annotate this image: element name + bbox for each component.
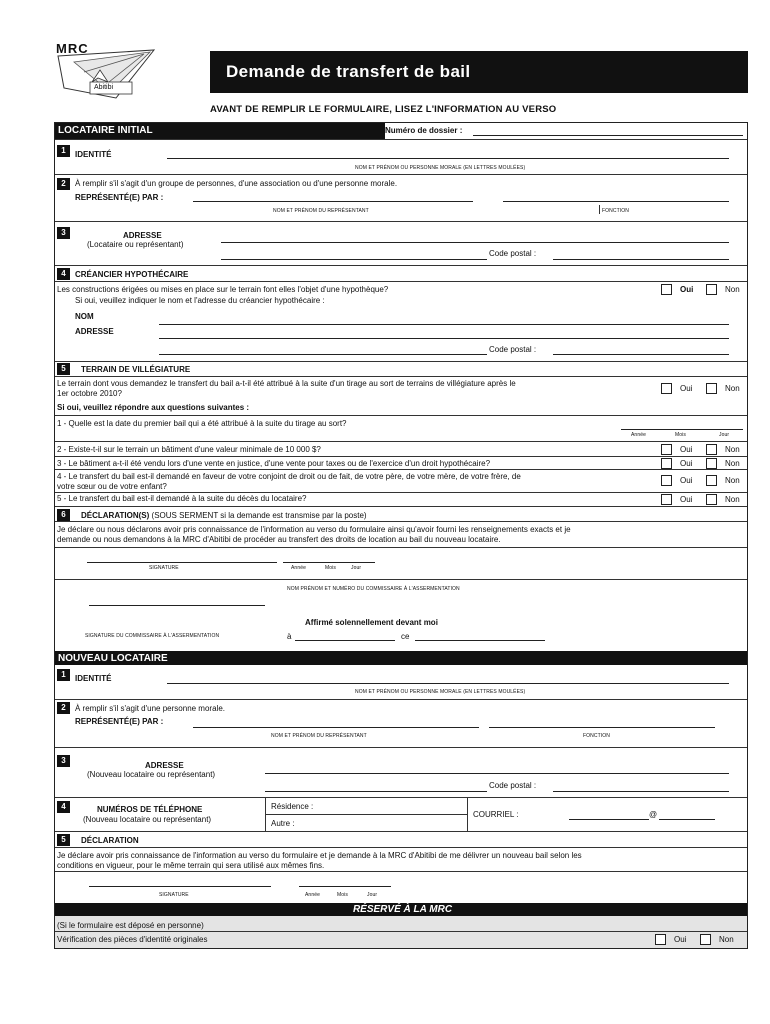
terrain-q3: 3 - Le bâtiment a-t-il été vendu lors d'une vente en justice, d'une vente pour taxes ou de l'exercice d'un droit hypothécaire?	[57, 459, 491, 468]
terrain-question-1b: 1er octobre 2010?	[57, 389, 122, 398]
nouveau-signature-caption: SIGNATURE	[159, 892, 189, 898]
signature-date-line[interactable]	[283, 562, 375, 563]
q5-oui-checkbox[interactable]	[661, 494, 672, 505]
commissaire-nom-input[interactable]	[89, 605, 265, 606]
nouveau-represente-label: REPRÉSENTÉ(E) PAR :	[75, 717, 164, 726]
nouveau-section-number-3: 3	[57, 755, 70, 767]
q2-oui-label: Oui	[680, 445, 693, 454]
nouveau-represente-note: À remplir s'il s'agit d'une personne morale.	[75, 704, 225, 713]
nouveau-signature-date-line[interactable]	[299, 886, 391, 887]
creancier-code-postal-input[interactable]	[553, 354, 729, 355]
adresse-input-2[interactable]	[221, 259, 487, 260]
courriel-at: @	[649, 810, 658, 819]
adresse-input-1[interactable]	[221, 242, 729, 243]
nouveau-fonction-caption: FONCTION	[583, 733, 610, 739]
terrain-question-1: Le terrain dont vous demandez le transfert du bail a-t-il été attribué à la suite d'un tirage au sort de terrains de villégiature après le	[57, 379, 516, 388]
terrain-q1: 1 - Quelle est la date du premier bail qui a été attribué à la suite du tirage au sort?	[57, 419, 347, 428]
terrain-q4b: votre sœur ou de votre enfant?	[57, 482, 167, 491]
lieu-input[interactable]	[295, 640, 395, 641]
verification-oui-label: Oui	[674, 935, 687, 944]
dossier-label: Numéro de dossier :	[385, 126, 463, 135]
nouveau-fonction-input[interactable]	[489, 727, 715, 728]
tirage-oui-label: Oui	[680, 384, 693, 393]
date-premier-bail-input[interactable]	[621, 429, 743, 430]
reserve-line-2: Vérification des pièces d'identité originales	[57, 935, 208, 944]
nouveau-declaration-text-1: Je déclare avoir pris connaissance de l'information au verso du formulaire et je demande à la MRC d'Abitibi de me délivrer un nouveau bail selon les	[57, 851, 582, 860]
nouveau-annee-caption: Année	[305, 892, 320, 898]
residence-label: Résidence :	[271, 802, 314, 811]
commissaire-nom-caption: NOM PRÉNOM ET NUMÉRO DU COMMISSAIRE À L'ASSERMENTATION	[287, 586, 460, 592]
declaration-title-note: (SOUS SERMENT si la demande est transmise par la poste)	[151, 511, 367, 520]
declaration-text-1: Je déclare ou nous déclarons avoir pris connaissance de l'information au verso du formulaire ainsi qu'avoir fourni les renseignements exacts et je	[57, 525, 571, 534]
logo-text: MRC	[56, 41, 89, 56]
ce-label: ce	[401, 632, 410, 641]
section-number-5: 5	[57, 363, 70, 375]
q2-non-label: Non	[725, 445, 740, 454]
creancier-code-postal-label: Code postal :	[489, 345, 537, 354]
q2-non-checkbox[interactable]	[706, 444, 717, 455]
telephone-title: NUMÉROS DE TÉLÉPHONE	[97, 805, 203, 814]
tirage-oui-checkbox[interactable]	[661, 383, 672, 394]
form-title: Demande de transfert de bail	[210, 51, 748, 93]
signature-jour-caption: Jour	[351, 565, 362, 571]
verification-non-checkbox[interactable]	[700, 934, 711, 945]
courriel-user-input[interactable]	[569, 819, 649, 820]
section-locataire-initial: LOCATAIRE INITIAL	[55, 123, 385, 139]
nouveau-representant-input[interactable]	[193, 727, 479, 728]
identite-caption: NOM ET PRÉNOM OU PERSONNE MORALE (EN LETTRES MOULÉES)	[355, 165, 526, 171]
creancier-nom-input[interactable]	[159, 324, 729, 325]
represente-label: REPRÉSENTÉ(E) PAR :	[75, 193, 164, 202]
nouveau-jour-caption: Jour	[367, 892, 378, 898]
nouveau-declaration-text-2: conditions en vigueur, pour le même terrain qui sera utilisé aux mêmes fins.	[57, 861, 325, 870]
fonction-caption: FONCTION	[602, 208, 629, 214]
verification-non-label: Non	[719, 935, 734, 944]
signature-mois-caption: Mois	[325, 565, 336, 571]
q3-oui-label: Oui	[680, 459, 693, 468]
a-label: à	[287, 632, 292, 641]
nouveau-adresse-label: ADRESSE	[145, 761, 184, 770]
section-number-3: 3	[57, 227, 70, 239]
declaration-text-2: demande ou nous demandons à la MRC d'Abitibi de procéder au transfert des droits de location au bail du nouveau locataire.	[57, 535, 501, 544]
section-number-1: 1	[57, 145, 70, 157]
transfer-form	[54, 122, 748, 949]
date-mois-caption: Mois	[675, 432, 686, 438]
q3-non-label: Non	[725, 459, 740, 468]
nouveau-identite-input[interactable]	[167, 683, 729, 684]
code-postal-input[interactable]	[553, 259, 729, 260]
nouveau-code-postal-label: Code postal :	[489, 781, 537, 790]
nouveau-declaration-title: DÉCLARATION	[81, 836, 139, 845]
telephone-sublabel: (Nouveau locataire ou représentant)	[83, 815, 212, 824]
nouveau-section-number-2: 2	[57, 702, 70, 714]
nouveau-section-number-1: 1	[57, 669, 70, 681]
nouveau-mois-caption: Mois	[337, 892, 348, 898]
nouveau-adresse-input-2[interactable]	[265, 791, 487, 792]
q5-non-checkbox[interactable]	[706, 494, 717, 505]
hypotheque-oui-checkbox[interactable]	[661, 284, 672, 295]
courriel-domain-input[interactable]	[659, 819, 715, 820]
logo-subtext: Abitibi	[94, 84, 114, 91]
courriel-label: COURRIEL :	[473, 810, 519, 819]
q4-oui-checkbox[interactable]	[661, 475, 672, 486]
identite-input[interactable]	[167, 158, 729, 159]
section-number-4: 4	[57, 268, 70, 280]
creancier-adresse-input-2[interactable]	[159, 354, 487, 355]
terrain-q5: 5 - Le transfert du bail est-il demandé à la suite du décès du locataire?	[57, 494, 307, 503]
terrain-title: TERRAIN DE VILLÉGIATURE	[81, 365, 191, 374]
section-nouveau-locataire: NOUVEAU LOCATAIRE	[55, 651, 747, 665]
section-number-6: 6	[57, 509, 70, 521]
adresse-sublabel: (Locataire ou représentant)	[87, 240, 184, 249]
hypotheque-oui-label: Oui	[680, 285, 694, 294]
q4-oui-label: Oui	[680, 476, 693, 485]
representant-caption: NOM ET PRÉNOM DU REPRÉSENTANT	[273, 208, 369, 214]
code-postal-label: Code postal :	[489, 249, 537, 258]
hypotheque-question: Les constructions érigées ou mises en place sur le terrain font elles l'objet d'une hypothèque?	[57, 285, 389, 294]
date-annee-caption: Année	[631, 432, 646, 438]
signature-annee-caption: Année	[291, 565, 306, 571]
reserve-line-1: (Si le formulaire est déposé en personne)	[57, 921, 204, 930]
hypotheque-non-checkbox[interactable]	[706, 284, 717, 295]
fonction-input[interactable]	[503, 201, 729, 202]
creancier-title: CRÉANCIER HYPOTHÉCAIRE	[75, 270, 189, 279]
q5-oui-label: Oui	[680, 495, 693, 504]
q2-oui-checkbox[interactable]	[661, 444, 672, 455]
q3-non-checkbox[interactable]	[706, 458, 717, 469]
dossier-input[interactable]	[473, 135, 743, 136]
autre-label: Autre :	[271, 819, 295, 828]
terrain-q4a: 4 - Le transfert du bail est-il demandé en faveur de votre conjoint de droit ou de fait, de votre père, de votre mère, de votre frère, de	[57, 472, 521, 481]
terrain-si-oui: Si oui, veuillez répondre aux questions suivantes :	[57, 403, 250, 412]
creancier-nom-label: NOM	[75, 312, 94, 321]
declaration-title-bold: DÉCLARATION(S)	[81, 511, 150, 520]
nouveau-identite-caption: NOM ET PRÉNOM OU PERSONNE MORALE (EN LETTRES MOULÉES)	[355, 689, 526, 695]
declaration-title	[81, 511, 367, 520]
commissaire-signature-caption: SIGNATURE DU COMMISSAIRE À L'ASSERMENTATION	[85, 633, 220, 639]
nouveau-code-postal-input[interactable]	[553, 791, 729, 792]
hypotheque-subtext: Si oui, veuillez indiquer le nom et l'adresse du créancier hypothécaire :	[75, 296, 325, 305]
nouveau-adresse-input-1[interactable]	[265, 773, 729, 774]
hypotheque-non-label: Non	[725, 285, 740, 294]
signature-line[interactable]	[87, 562, 277, 563]
mrc-logo	[54, 42, 162, 104]
signature-caption: SIGNATURE	[149, 565, 179, 571]
nouveau-signature-line[interactable]	[89, 886, 271, 887]
verification-oui-checkbox[interactable]	[655, 934, 666, 945]
adresse-label: ADRESSE	[123, 231, 162, 240]
date-assermentation-input[interactable]	[415, 640, 545, 641]
representant-input[interactable]	[193, 201, 473, 202]
q5-non-label: Non	[725, 495, 740, 504]
nouveau-section-number-5: 5	[57, 834, 70, 846]
q4-non-label: Non	[725, 476, 740, 485]
affirme-label: Affirmé solennellement devant moi	[305, 618, 438, 627]
section-reserve-mrc: RÉSERVÉ À LA MRC	[55, 903, 747, 916]
date-jour-caption: Jour	[719, 432, 730, 438]
nouveau-adresse-sublabel: (Nouveau locataire ou représentant)	[87, 770, 216, 779]
section-number-2: 2	[57, 178, 70, 190]
creancier-adresse-input[interactable]	[159, 338, 729, 339]
terrain-q2: 2 - Existe-t-il sur le terrain un bâtiment d'une valeur minimale de 10 000 $?	[57, 445, 321, 454]
tirage-non-checkbox[interactable]	[706, 383, 717, 394]
q3-oui-checkbox[interactable]	[661, 458, 672, 469]
tirage-non-label: Non	[725, 384, 740, 393]
represente-note: À remplir s'il s'agit d'un groupe de personnes, d'une association ou d'une personne morale.	[75, 179, 398, 188]
nouveau-section-number-4: 4	[57, 801, 70, 813]
form-instruction: AVANT DE REMPLIR LE FORMULAIRE, LISEZ L'INFORMATION AU VERSO	[210, 104, 557, 115]
q4-non-checkbox[interactable]	[706, 475, 717, 486]
nouveau-representant-caption: NOM ET PRÉNOM DU REPRÉSENTANT	[271, 733, 367, 739]
creancier-adresse-label: ADRESSE	[75, 327, 114, 336]
nouveau-identite-label: IDENTITÉ	[75, 674, 112, 683]
identite-label: IDENTITÉ	[75, 150, 112, 159]
